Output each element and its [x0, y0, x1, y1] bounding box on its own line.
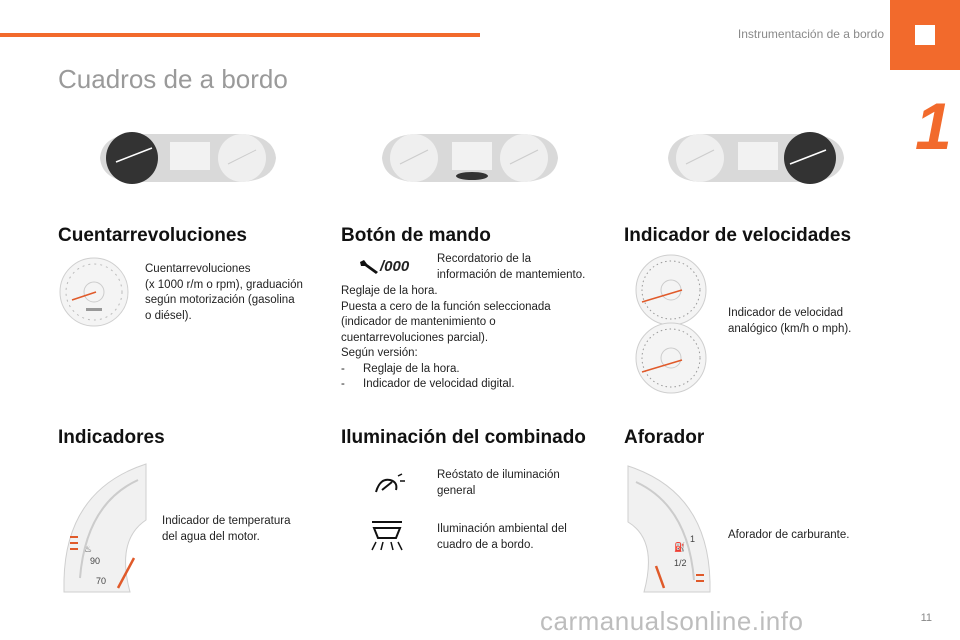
list-bullet: - [341, 378, 345, 390]
fuel-gauge-image [624, 462, 718, 594]
tachometer-gauge-image [58, 256, 130, 328]
speedometer-line-2: analógico (km/h o mph). [728, 322, 852, 335]
fuel-description [728, 528, 849, 544]
lighting-item1-line-2: general [437, 484, 476, 497]
speedometer-kmh-gauge-image [630, 254, 712, 326]
control-line-4: cuentarrevoluciones parcial). [341, 331, 489, 344]
wrench-icon [358, 259, 380, 275]
control-line-5: Según versión: [341, 347, 418, 359]
watermark: carmanualsonline.info [540, 606, 804, 636]
control-line-2: Puesta a cero de la función seleccionada [341, 300, 551, 313]
page-title: Cuadros de a bordo [58, 64, 288, 94]
chapter-tab [890, 0, 960, 70]
speedometer-section-title: Indicador de velocidades [624, 225, 852, 246]
chapter-number: 1 [915, 89, 952, 163]
ambient-lighting-icon [366, 518, 408, 552]
speedometer-description [728, 306, 851, 337]
control-side-line-1: Recordatorio de la [437, 253, 531, 265]
tachometer-description [145, 262, 303, 324]
fuel-section-title: Aforador [624, 427, 705, 448]
indicators-description [162, 514, 291, 545]
control-button-description [341, 284, 601, 393]
tachometer-line-3: según motorización (gasolina [145, 294, 295, 306]
control-side-line-2: información de mantemiento. [437, 268, 586, 281]
lighting-item1-line-1: Reóstato de iluminación [437, 469, 560, 481]
tachometer-line-1: Cuentarrevoluciones [145, 263, 251, 275]
header-accent-bar [0, 33, 480, 37]
lighting-item1-text [437, 468, 560, 499]
lighting-item2-line-1: Iluminación ambiental del [437, 523, 567, 535]
lighting-item2-text [437, 522, 567, 553]
tachometer-line-2: (x 1000 r/m o rpm), graduación [145, 278, 303, 291]
fuel-label-full: 1 [690, 534, 696, 544]
temp-label-70: 70 [96, 576, 107, 586]
temp-label-90: 90 [90, 556, 101, 566]
indicators-line-1: Indicador de temperatura [162, 515, 291, 527]
control-list-item [341, 362, 601, 378]
wrench-reset-icon [358, 258, 409, 275]
tachometer-section-title: Cuentarrevoluciones [58, 225, 247, 246]
tachometer-line-4: o diésel). [145, 309, 192, 322]
dashboard-tachometer-highlight-image [92, 128, 282, 188]
temperature-gauge-image [56, 460, 150, 594]
speedometer-line-1: Indicador de velocidad [728, 307, 844, 319]
chapter-tab-square [915, 25, 935, 45]
dashboard-speedometer-highlight-image [660, 128, 850, 188]
indicators-line-2: del agua del motor. [162, 530, 260, 543]
control-line-1: Reglaje de la hora. [341, 285, 438, 297]
svg-text:⛽: ⛽ [674, 542, 686, 552]
control-line-3: (indicador de mantenimiento o [341, 316, 496, 328]
fuel-line-1: Aforador de carburante. [728, 529, 850, 541]
list-text: Indicador de velocidad digital. [363, 378, 515, 390]
dimmer-icon [372, 472, 406, 498]
speedometer-mph-gauge-image [630, 322, 712, 394]
svg-text:♨: ♨ [84, 544, 93, 554]
list-text: Reglaje de la hora. [363, 362, 460, 375]
control-button-section-title: Botón de mando [341, 225, 491, 246]
control-button-side-text [437, 252, 585, 283]
header-section-title: Instrumentación de a bordo [737, 27, 884, 41]
reset-code-label: /000 [380, 258, 410, 275]
lighting-section-title: Iluminación del combinado [341, 427, 586, 448]
indicators-section-title: Indicadores [58, 427, 165, 448]
list-bullet: - [341, 362, 345, 375]
dashboard-button-highlight-image [374, 128, 564, 188]
lighting-item2-line-2: cuadro de a bordo. [437, 538, 534, 551]
page-number: 11 [920, 612, 932, 624]
fuel-label-half: 1/2 [674, 558, 687, 568]
control-list-item [341, 377, 601, 393]
